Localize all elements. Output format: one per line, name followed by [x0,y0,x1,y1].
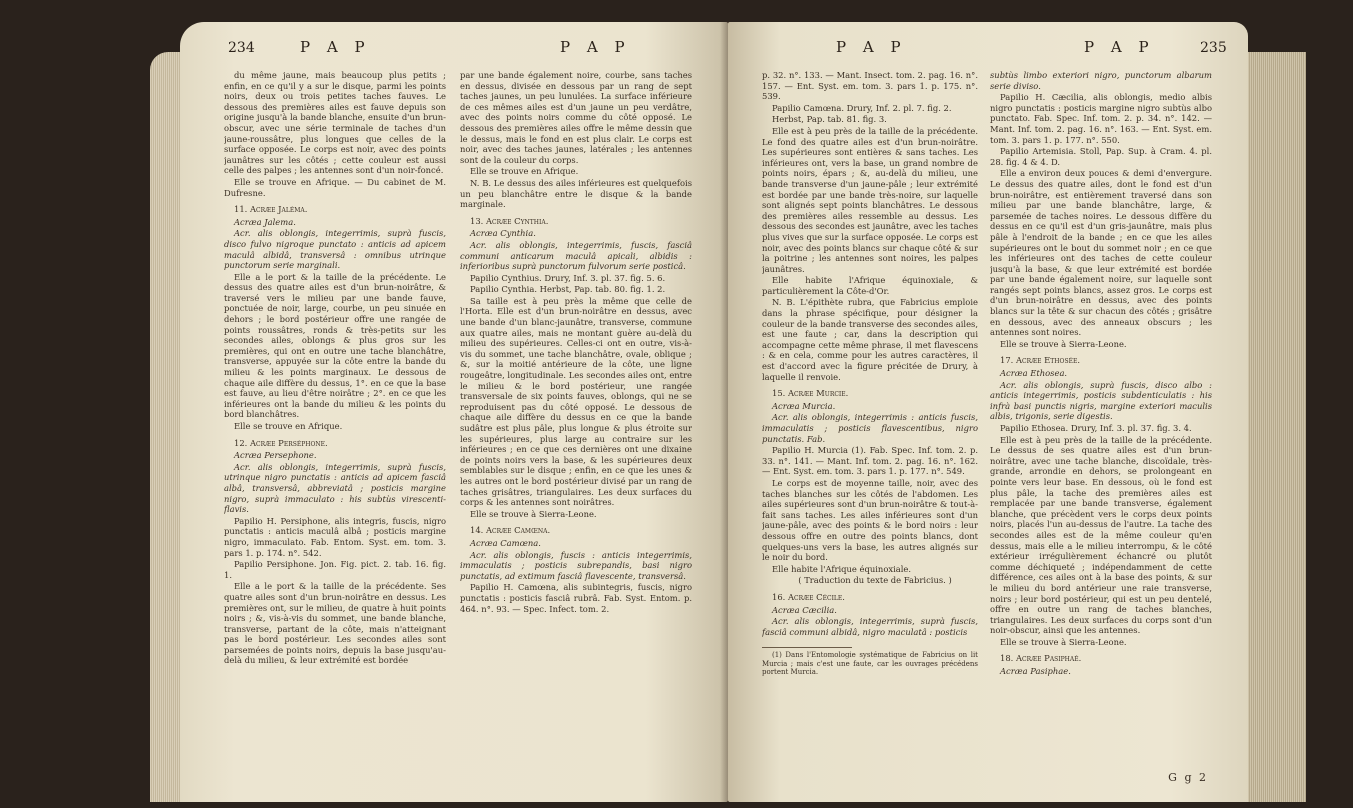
paragraph: Elle se trouve à Sierra-Leone. [470,508,597,519]
entry-heading: 14. Acræe Camœna. [470,525,551,536]
left-page-edges [150,52,182,802]
latin-diagnosis: subtùs limbo exteriori nigro, punctorum albarum serie diviso. [990,70,1212,91]
citation: p. 32. n°. 133. — Mant. Insect. tom. 2. pag. 16. n°. 157. — Ent. Syst. em. tom. 3. pars 1. p. 175. n°. 539. [762,70,978,102]
citation: Papilio Cynthia. Herbst, Pap. tab. 80. fig. 1. 2. [470,284,666,295]
citation: Papilio Artemisia. Stoll, Pap. Sup. à Cram. 4. pl. 28. fig. 4 & 4. D. [990,146,1212,167]
entry-heading: 16. Acræe Cécile. [772,591,845,602]
paragraph: par une bande également noire, courbe, sans taches en dessus, divisée en dessous par un rang de sept taches jaunes, un peu lunulées. La surface inférieure de ces mêmes ailes est d'un jaune un peu verdâtre, avec des points noirs comme du côté opposé. Le dessous des premières ailes offre le même dessin que le dessus, mais le fond en est plus clair. Le corps est noir, avec des taches jaunes, latérales ; les antennes sont de la couleur du corps. [460,70,692,165]
paragraph: Elle est à peu près de la taille de la précédente. Le fond des quatre ailes est d'un brun-noirâtre. Les supérieures sont entières & sans taches. Les inférieures ont, vers la base, un grand nombre de points noirs, épars ; &, au-delà du milieu, une bande transverse d'un jaune-pâle ; leur extrémité est bordée par une bande très-noire, sur laquelle sont alignés sept points blanchâtres. Le dessous des premières ailes ressemble au dessus. Les dessous des secondes est jaunâtre, avec les taches plus vives que sur la surface opposée. Le corps est noir, avec des points blancs sur chaque côté & sur la poitrine ; les antennes sont noires, les palpes jaunâtres. [762,125,978,274]
right-running-head [728,38,1248,68]
latin-diagnosis: Acr. alis oblongis, fuscis : anticis integerrimis, immaculatis ; posticis subrepandis, basi nigro punctatis, ad extimum fasciâ flavescente, transversâ. [460,549,692,581]
running-head-right-col2: P A P [1084,38,1155,56]
paragraph: Elle habite l'Afrique équinoxiale. [772,563,912,574]
paragraph: Elle se trouve en Afrique. [234,421,343,431]
latin-diagnosis: Acr. alis oblongis, integerrimis : anticis fuscis, immaculatis ; posticis flavescentibus, nigro punctatis. Fab. [762,412,978,444]
latin-diagnosis: Acr. alis oblongis, integerrimis, fuscis, fasciâ communi anticarum maculâ apicali, albidis : inferioribus suprà punctorum fulvorum serie posticâ. [460,239,692,272]
open-book [150,22,1250,802]
right-column-1 [762,70,978,802]
paragraph: Elle est à peu près de la taille de la précédente. Le dessus de ses quatre ailes est d'un brun-noirâtre, avec une tache blanche, discoïdale, très-grande, arrondie en dehors, se prolongeant en pointe vers leur base. En dessous, où le fond est plus pâle, la tache des premières ailes est remplacée par une bande transverse, également blanche, que précèdent vers le corps deux points noirs, placés l'un au-dessus de l'autre. La tache des secondes ailes est de la même couleur qu'en dessus, mais elle a le milieu interrompu, & le côté extérieur irrégulièrement échancré ou plutôt comme déchiqueté ; indépendamment de cette différence, ces ailes ont à la base des points, & sur le milieu du bord antérieur une raie transverse, noirs ; leur bord postérieur, qui est un peu dentelé, offre en outre un rang de taches blanches, triangulaires. Les deux surfaces du corps sont d'un noir-obscur, ainsi que les antennes. [990,434,1212,636]
footnote: (1) Dans l'Entomologie systématique de Fabricius on lit Murcia ; mais c'est une faute, car les ouvrages précédens portent Murcia. [762,651,978,677]
signature-mark: G g 2 [1168,771,1208,784]
entry-heading: 11. Acræe Jaléma. [234,204,308,215]
entry-heading: 17. Acræe Ethosée. [1000,355,1080,366]
paragraph: Elle se trouve à Sierra-Leone. [1000,338,1127,349]
paragraph: Elle se trouve en Afrique. — Du cabinet de M. Dufresne. [224,176,446,198]
paragraph: Elle a environ deux pouces & demi d'envergure. Le dessus des quatre ailes, dont le fond est d'un brun-noirâtre, est entièrement traversé dans son milieu par une bande blanchâtre, large, & parsemée de taches noires. Le dessous diffère du dessus en ce qu'il est d'un gris-jaunâtre, mais plus pâle à l'endroit de la bande ; en ce que les ailes supérieures ont le bout du sommet noir ; en ce que les inférieures ont des taches de cette couleur jusqu'à la base, & que leur extrémité est bordée par une bande également noire, sur laquelle sont rangés sept points blancs, assez gros. Le corps est d'un brun-noirâtre en dessus, avec des points blancs sur la tête & sur chacun des côtés ; grisâtre en dessous, avec des anneaux obscurs ; les antennes sont noires. [990,168,1212,338]
latin-diagnosis: Acræa Cæcilia. [772,604,837,615]
paragraph: Le corps est de moyenne taille, noir, avec des taches blanches sur les côtés de l'abdomen. Les ailes supérieures sont d'un brun-noirâtre & tout-à-fait sans taches. Les ailes inférieures sont d'un jaune-pâle, avec des points & le bord noirs : leur dessous offre en outre des points blancs, dont quelques-uns vers la base, les autres alignés sur le noir du bord. [762,477,978,563]
paragraph: Sa taille est à peu près la même que celle de l'Horta. Elle est d'un brun-noirâtre en dessus, avec une bande d'un blanc-jaunâtre, transverse, commune aux quatre ailes, mais ne montant guère au-delà du milieu des supérieures. Celles-ci ont en outre, vis-à-vis du sommet, une tache blanchâtre, ovale, oblique ; &, sur la moitié antérieure de la côte, une ligne rougeâtre, longitudinale. Les secondes ailes ont, entre le milieu & le bord postérieur, une rangée transversale de six points fauves, oblongs, qui ne se reproduisent pas du côté opposé. Le dessous de chaque aile diffère du dessus en ce que la bande sudâtre est plus pâle, plus longue & plus étroite sur les supérieures, plus large au contraire sur les inférieures ; en ce que ces dernières ont une dixaine de points noirs vers la base, & les supérieures deux semblables sur le disque ; enfin, en ce que les unes & les autres ont le bord postérieur divisé par un rang de taches grisâtres, triangulaires. Les deux surfaces du corps & les antennes sont noirâtres. [460,295,692,508]
left-running-head [180,38,728,68]
citation: Papilio H. Murcia (1). Fab. Spec. Inf. tom. 2. p. 33. n°. 141. — Mant. Inf. tom. 2. pag. 16. n°. 162. — Ent. Syst. em. tom. 3. pars 1. p. 177. n°. 549. [762,445,978,477]
right-page [728,22,1248,802]
paragraph: Elle a le port & la taille de la précédente. Le dessus des quatre ailes est d'un brun-noirâtre, & traversé vers le milieu par une bande fauve, ponctuée de noir, large, courbe, un peu sinuée en dehors ; le bord postérieur offre une rangée de points roussâtres, ronds & très-petits sur les secondes ailes, oblongs & plus gros sur les premières, qui ont en outre une tache blanchâtre, transverse, appuyée sur la côte entre la bande du milieu & les points marginaux. Le dessous de chaque aile diffère du dessus, 1°. en ce que la base est fauve, au lieu d'être noirâtre ; 2°. en ce que les inférieures ont la bande du milieu & les points du bord blanchâtres. [224,271,446,420]
right-column-2 [990,70,1212,802]
paragraph: N. B. L'épithète rubra, que Fabricius emploie dans la phrase spécifique, pour désigner la couleur de la bande transverse des secondes ailes, est une faute ; car, dans la description qui accompagne cette même phrase, il met flavescens : & en cela, comme pour les autres caractères, il est d'accord avec la figure précitée de Drury, à laquelle il renvoie. [762,297,978,382]
entry-heading: 13. Acræe Cynthia. [470,215,549,226]
latin-diagnosis: Acræa Jalema. [234,216,296,227]
running-head-left-col2: P A P [560,38,631,56]
paragraph: ( Traduction du texte de Fabricius. ) [798,575,952,586]
right-page-edges [1246,52,1306,802]
citation: Herbst, Pap. tab. 81. fig. 3. [772,114,887,125]
latin-diagnosis: Acr. alis oblongis, suprà fuscis, disco albo : anticis integerrimis, posticis subdenticulatis : his infrà basi punctis nigris, margine exteriori maculis albis, trigonis, serie digestis. [990,379,1212,422]
paragraph: Elle se trouve en Afrique. [470,166,579,177]
paragraph: du même jaune, mais beaucoup plus petits ; enfin, en ce qu'il y a sur le disque, parmi les points noirs, deux ou trois petites taches fauves. Le dessous des premières ailes est fauve depuis son origine jusqu'à la bande blanche, ensuite d'un brun-obscur, avec une série terminale de taches d'un jaune-roussâtre, plus longues que celles de la surface opposée. Le corps est noir, avec des points jaunâtres sur les côtés ; cette couleur est aussi celle des palpes ; les antennes sont d'un noir-foncé. [224,70,446,176]
page-number-right: 235 [1200,40,1227,56]
latin-diagnosis: Acræa Ethosea. [1000,368,1068,379]
latin-diagnosis: Acræa Cynthia. [470,228,536,239]
latin-diagnosis: Acr. alis oblongis, integerrimis, suprà fuscis, utrinque nigro punctatis : anticis ad apicem fasciâ albâ, transversâ, abbreviatâ ; posticis margine nigro, suprà immaculato : his subtùs virescenti-flavis. [224,461,446,515]
paragraph: Elle a le port & la taille de la précédente. Ses quatre ailes sont d'un brun-noirâtre en dessus. Les premières ont, sur le milieu, de quatre à huit points noirs ; &, vis-à-vis du sommet, une bande blanche, transverse, partant de la côte, mais n'atteignant pas le bord postérieur. Les secondes ailes sont parsemées de points noirs, depuis la base jusqu'au-delà du milieu, & leur extrémité est bordée [224,581,446,666]
left-column-2 [460,70,692,802]
entry-heading: 18. Acræe Pasiphaé. [1000,653,1082,664]
citation: Papilio H. Cæcilia, alis oblongis, medio albis nigro punctatis : posticis margine nigro subtùs albo punctato. Fab. Spec. Inf. tom. 2. p. 34. n°. 142. — Mant. Inf. tom. 2. pag. 16. n°. 163. — Ent. Syst. em. tom. 3. pars 1. p. 177. n°. 550. [990,92,1212,145]
left-column-1 [224,70,446,802]
latin-diagnosis: Acr. alis oblongis, integerrimis, suprà fuscis, disco fulvo nigroque punctato : anticis ad apicem maculâ albidâ, transversâ : omnibus utrinque punctorum serie marginali. [224,228,446,271]
latin-diagnosis: Acræa Murcia. [772,400,836,411]
citation: Papilio Cynthius. Drury, Inf. 3. pl. 37. fig. 5. 6. [470,272,666,283]
latin-diagnosis: Acræa Persephone. [234,450,317,461]
entry-heading: 15. Acræe Murcie. [772,388,849,399]
latin-diagnosis: Acræa Pasiphae. [1000,666,1071,677]
paragraph: N. B. Le dessus des ailes inférieures est quelquefois un peu blanchâtre entre le disque & la bande marginale. [460,177,692,210]
footnote-rule [762,647,852,648]
running-head-right-col1: P A P [836,38,907,56]
citation: Papilio H. Camœna, alis subintegris, fuscis, nigro punctatis : posticis fasciâ rubrâ. Fab. Syst. Entom. p. 464. n°. 93. — Spec. Infect. tom. 2. [460,582,692,614]
right-column-1-text [762,70,978,637]
left-page [180,22,728,802]
latin-diagnosis: Acræa Camœna. [470,537,541,548]
page-number-left: 234 [228,40,255,56]
citation: Papilio Persiphone. Jon. Fig. pict. 2. tab. 16. fig. 1. [224,559,446,580]
paragraph: Elle habite l'Afrique équinoxiale, & particulièrement la Côte-d'Or. [762,275,978,296]
running-head-left-col1: P A P [300,38,371,56]
citation: Papilio Camœna. Drury, Inf. 2. pl. 7. fig. 2. [772,102,952,113]
latin-diagnosis: Acr. alis oblongis, integerrimis, suprà fuscis, fasciâ communi albidâ, nigro maculatâ : posticis [762,616,978,637]
paragraph: Elle se trouve à Sierra-Leone. [1000,636,1127,647]
citation: Papilio Ethosea. Drury, Inf. 3. pl. 37. fig. 3. 4. [1000,423,1192,433]
entry-heading: 12. Acræe Perséphone. [234,437,328,448]
citation: Papilio H. Persiphone, alis integris, fuscis, nigro punctatis : anticis maculâ albâ ; posticis margine nigro, immaculato. Fab. Entom. Syst. em. tom. 3. pars 1. p. 174. n°. 542. [224,515,446,558]
